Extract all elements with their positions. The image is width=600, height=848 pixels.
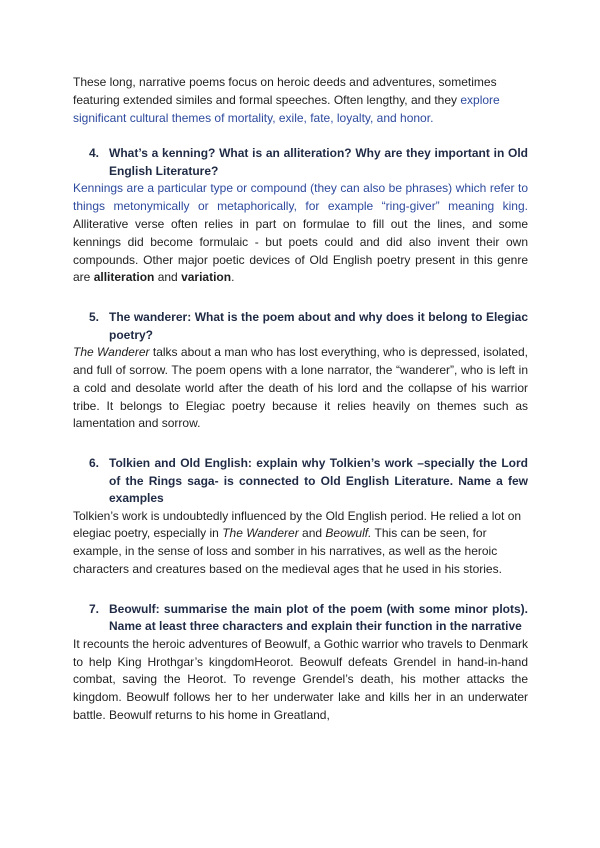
- question-5-heading: [73, 309, 528, 344]
- answer-text: .: [231, 270, 235, 285]
- bold-term: variation: [181, 270, 232, 285]
- question-4-heading: [73, 145, 528, 180]
- question-6-heading: [73, 455, 528, 508]
- answer-text-highlighted: Kennings are a particular type or compound (they can also be phrases) which refer to things metonymically or metaphorically, for example “ring-giver” meaning king.: [73, 181, 528, 214]
- answer-text: Alliterative verse often relies in part on formulae to fill out the lines, and some kennings did become formulaic - but poets could and did also invent their own compounds. Other major poetic devices of Old English poetry present in this genre are: [73, 216, 528, 285]
- answer-4-paragraph: [73, 180, 528, 287]
- italic-title: Beowulf.: [325, 526, 372, 541]
- question-number: 7.: [89, 601, 100, 616]
- answer-text: This can be seen, for example, in the sense of loss and somber in his narratives, as well as the heroic characters and creatures based on the medieval ages that he used in his stories.: [73, 526, 502, 577]
- italic-title: The Wanderer: [73, 345, 150, 360]
- answer-text: Tolkien’s work is undoubtedly influenced by the Old English period. He relied a lot on elegiac poetry, especially in: [73, 508, 522, 541]
- answer-text: and: [298, 526, 326, 541]
- answer-7-paragraph: [73, 636, 528, 725]
- question-number: 4.: [89, 146, 100, 161]
- question-text: The wanderer: What is the poem about and why does it belong to Elegiac poetry?: [109, 310, 528, 342]
- question-number: 5.: [89, 310, 100, 325]
- question-7-heading: [73, 601, 528, 636]
- bold-term: alliteration: [93, 270, 155, 285]
- intro-text-highlighted: explore significant cultural themes of mortality, exile, fate, loyalty, and honor.: [73, 92, 500, 125]
- answer-text: It recounts the heroic adventures of Beowulf, a Gothic warrior who travels to Denmark to help King Hrothgar’s kingdomHeorot. Beowulf defeats Grendel in hand-in-hand combat, saving the Heorot. To revenge Grendel’s death, his mother attacks the kingdom. Beowulf follows her to her underwater lake and kills her in an underwater battle. Beowulf returns to his home in Greatland,: [73, 636, 528, 723]
- intro-paragraph: [73, 74, 528, 127]
- intro-text: These long, narrative poems focus on heroic deeds and adventures, sometimes featuring extended similes and formal speeches. Often lengthy, and they: [73, 75, 497, 107]
- question-number: 6.: [89, 456, 100, 471]
- question-text: What’s a kenning? What is an alliteration? Why are they important in Old English Literature?: [109, 146, 528, 178]
- answer-text: and: [154, 270, 182, 285]
- answer-5-paragraph: [73, 344, 528, 433]
- answer-6-paragraph: [73, 508, 528, 579]
- question-text: Tolkien and Old English: explain why Tolkien’s work –specially the Lord of the Rings saga- is connected to Old English Literature. Name a few examples: [109, 456, 528, 506]
- answer-text: talks about a man who has lost everything, who is depressed, isolated, and full of sorrow. The poem opens with a lone narrator, the “wanderer”, who is left in a cold and desolate world after the death of his lord and the collapse of his warrior tribe. It belongs to Elegiac poetry because it relies heavily on themes such as lamentation and sorrow.: [73, 345, 529, 431]
- italic-title: The Wanderer: [222, 526, 299, 541]
- question-text: Beowulf: summarise the main plot of the poem (with some minor plots). Name at least three characters and explain their function in the narrative: [109, 601, 528, 634]
